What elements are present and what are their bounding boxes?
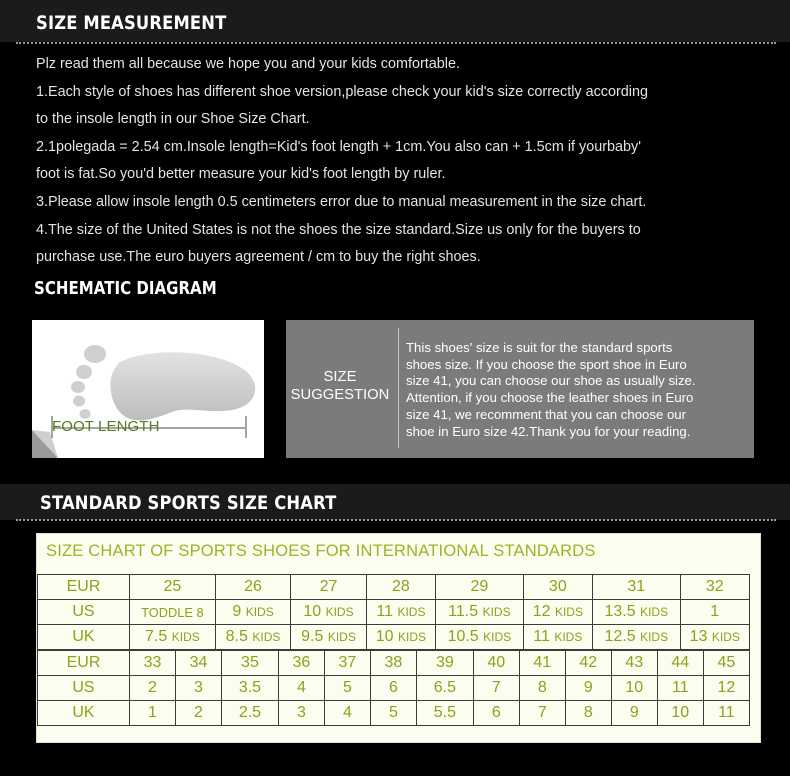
suggestion-title-line1: SIZE (323, 369, 357, 385)
kids-suffix: KIDS (554, 605, 583, 619)
size-table-kids (37, 574, 750, 650)
row-label-us: US (38, 600, 130, 625)
note-line: to the insole length in our Shoe Size Chart. (36, 111, 310, 128)
dotted-divider (16, 519, 776, 521)
size-chart (36, 533, 761, 743)
size-suggestion-text (406, 340, 751, 440)
table-cell: 37 (324, 651, 370, 676)
table-row-eur (38, 651, 750, 676)
size-measurement-title: SIZE MEASUREMENT (36, 12, 227, 34)
table-cell (291, 600, 366, 625)
row-label-uk: UK (38, 701, 130, 726)
cell-number: 9 (232, 603, 242, 620)
table-cell: 40 (473, 651, 519, 676)
table-cell: 38 (370, 651, 416, 676)
table-cell: 12 (703, 676, 749, 701)
table-row-eur (38, 575, 750, 600)
row-label-us: US (38, 676, 130, 701)
table-cell: 2 (130, 676, 176, 701)
row-label-eur: EUR (38, 575, 130, 600)
table-cell: 26 (215, 575, 290, 600)
suggestion-divider (398, 328, 399, 448)
table-cell: 33 (130, 651, 176, 676)
measurement-notes (36, 51, 781, 272)
table-cell (130, 625, 216, 650)
table-cell: 41 (519, 651, 565, 676)
table-cell: 11 (703, 701, 749, 726)
table-row-us (38, 600, 750, 625)
table-cell: 30 (523, 575, 592, 600)
suggestion-line: This shoes' size is suit for the standard sports (406, 340, 673, 355)
table-cell: 10 (657, 701, 703, 726)
row-label-eur: EUR (38, 651, 130, 676)
table-cell: 10 (611, 676, 657, 701)
table-cell: 3 (278, 701, 324, 726)
kids-suffix: KIDS (171, 630, 200, 644)
table-cell: 4 (324, 701, 370, 726)
size-chart-header (0, 484, 790, 520)
table-cell: 9 (611, 701, 657, 726)
table-cell: 3.5 (222, 676, 279, 701)
row-label-uk: UK (38, 625, 130, 650)
kids-suffix: KIDS (711, 630, 740, 644)
suggestion-line: size 41, you can choose our shoe as usually size. (406, 373, 696, 389)
table-cell: 1 (130, 701, 176, 726)
kids-suffix: KIDS (397, 605, 426, 619)
kids-suffix: KIDS (640, 630, 669, 644)
table-cell: 6 (473, 701, 519, 726)
table-cell (436, 625, 523, 650)
table-cell: 3 (176, 676, 222, 701)
table-cell: 39 (416, 651, 473, 676)
table-row-uk (38, 701, 750, 726)
kids-suffix: KIDS (327, 630, 356, 644)
size-suggestion-title (288, 368, 392, 404)
table-cell: 25 (130, 575, 216, 600)
cell-number: 13 (689, 628, 708, 645)
cell-number: 11 (376, 603, 393, 620)
table-cell: 11 (657, 676, 703, 701)
table-cell: 42 (565, 651, 611, 676)
kids-suffix: KIDS (482, 605, 511, 619)
table-cell: 7 (473, 676, 519, 701)
size-chart-heading: SIZE CHART OF SPORTS SHOES FOR INTERNATIONAL STANDARDS (46, 542, 596, 560)
size-chart-title: STANDARD SPORTS SIZE CHART (40, 492, 337, 514)
note-line: purchase use.The euro buyers agreement / cm to buy the right shoes. (36, 249, 481, 266)
kids-suffix: KIDS (640, 605, 669, 619)
note-line: foot is fat.So you'd better measure your kid's foot length by ruler. (36, 166, 446, 183)
table-cell (593, 625, 680, 650)
size-table-adults (37, 650, 750, 726)
cell-number: 9.5 (301, 628, 324, 645)
suggestion-line: Attention, if you choose the leather shoes in Euro (406, 390, 694, 406)
table-cell (366, 600, 435, 625)
table-cell: 28 (366, 575, 435, 600)
foot-length-label: FOOT LENGTH (52, 418, 160, 435)
note-line: 4.The size of the United States is not the shoes the size standard.Size us only for the buyers to (36, 221, 641, 238)
table-cell: 2.5 (222, 701, 279, 726)
cell-number: 8.5 (225, 628, 248, 645)
table-cell: 2 (176, 701, 222, 726)
suggestion-line: shoes size. If you choose the sport shoe in Euro (406, 356, 687, 372)
cell-number: 10.5 (447, 628, 479, 645)
table-cell: TODDLE 8 (130, 600, 216, 625)
table-row-us (38, 676, 750, 701)
table-cell (523, 625, 592, 650)
note-line: 2.1polegada = 2.54 cm.Insole length=Kid's foot length + 1cm.You also can + 1.5cm if yourbaby' (36, 138, 641, 155)
table-row-uk (38, 625, 750, 650)
table-cell (215, 625, 290, 650)
cell-number: 13.5 (604, 603, 636, 620)
kids-suffix: KIDS (325, 605, 354, 619)
table-cell: 8 (565, 701, 611, 726)
cell-number: 7.5 (145, 628, 168, 645)
table-cell: 1 (680, 600, 749, 625)
kids-suffix: KIDS (245, 605, 274, 619)
table-cell: 5.5 (416, 701, 473, 726)
table-cell: 6 (370, 676, 416, 701)
cell-number: 12.5 (604, 628, 636, 645)
table-cell: 4 (278, 676, 324, 701)
cell-number: 12 (532, 603, 551, 620)
note-line: Plz read them all because we hope you and your kids comfortable. (36, 56, 460, 72)
table-cell (291, 625, 366, 650)
table-cell: 9 (565, 676, 611, 701)
table-cell (523, 600, 592, 625)
suggestion-line: shoe in Euro size 42.Thank you for your reading. (406, 423, 691, 439)
table-cell: 8 (519, 676, 565, 701)
table-cell: 43 (611, 651, 657, 676)
cell-number: 11 (533, 628, 550, 645)
note-line: 3.Please allow insole length 0.5 centimeters error due to manual measurement in the size chart. (36, 193, 647, 210)
suggestion-line: size 41, we recomment that you can choose our (406, 406, 687, 422)
table-cell (593, 600, 680, 625)
table-cell (366, 625, 435, 650)
table-cell (680, 625, 749, 650)
kids-suffix: KIDS (483, 630, 512, 644)
foot-diagram-card (32, 320, 264, 458)
table-cell (215, 600, 290, 625)
table-cell: 31 (593, 575, 680, 600)
footprint-icon (32, 320, 264, 458)
cell-number: 11.5 (448, 603, 479, 620)
table-cell: 27 (291, 575, 366, 600)
table-cell: 36 (278, 651, 324, 676)
table-cell (436, 600, 523, 625)
dotted-divider (16, 42, 776, 44)
size-measurement-header (0, 0, 790, 42)
kids-suffix: KIDS (554, 630, 583, 644)
table-cell: 29 (436, 575, 523, 600)
schematic-diagram-title: SCHEMATIC DIAGRAM (34, 279, 217, 299)
table-cell: 34 (176, 651, 222, 676)
table-cell: 7 (519, 701, 565, 726)
table-cell: 6.5 (416, 676, 473, 701)
table-cell: 35 (222, 651, 279, 676)
table-cell: 44 (657, 651, 703, 676)
suggestion-title-line2: SUGGESTION (290, 387, 390, 403)
cell-number: 10 (303, 603, 322, 620)
table-cell: 45 (703, 651, 749, 676)
kids-suffix: KIDS (398, 630, 427, 644)
kids-suffix: KIDS (252, 630, 281, 644)
table-cell: 5 (324, 676, 370, 701)
table-cell: 5 (370, 701, 416, 726)
cell-number: 10 (375, 628, 394, 645)
table-cell: 32 (680, 575, 749, 600)
note-line: 1.Each style of shoes has different shoe version,please check your kid's size correctly according (36, 83, 648, 100)
